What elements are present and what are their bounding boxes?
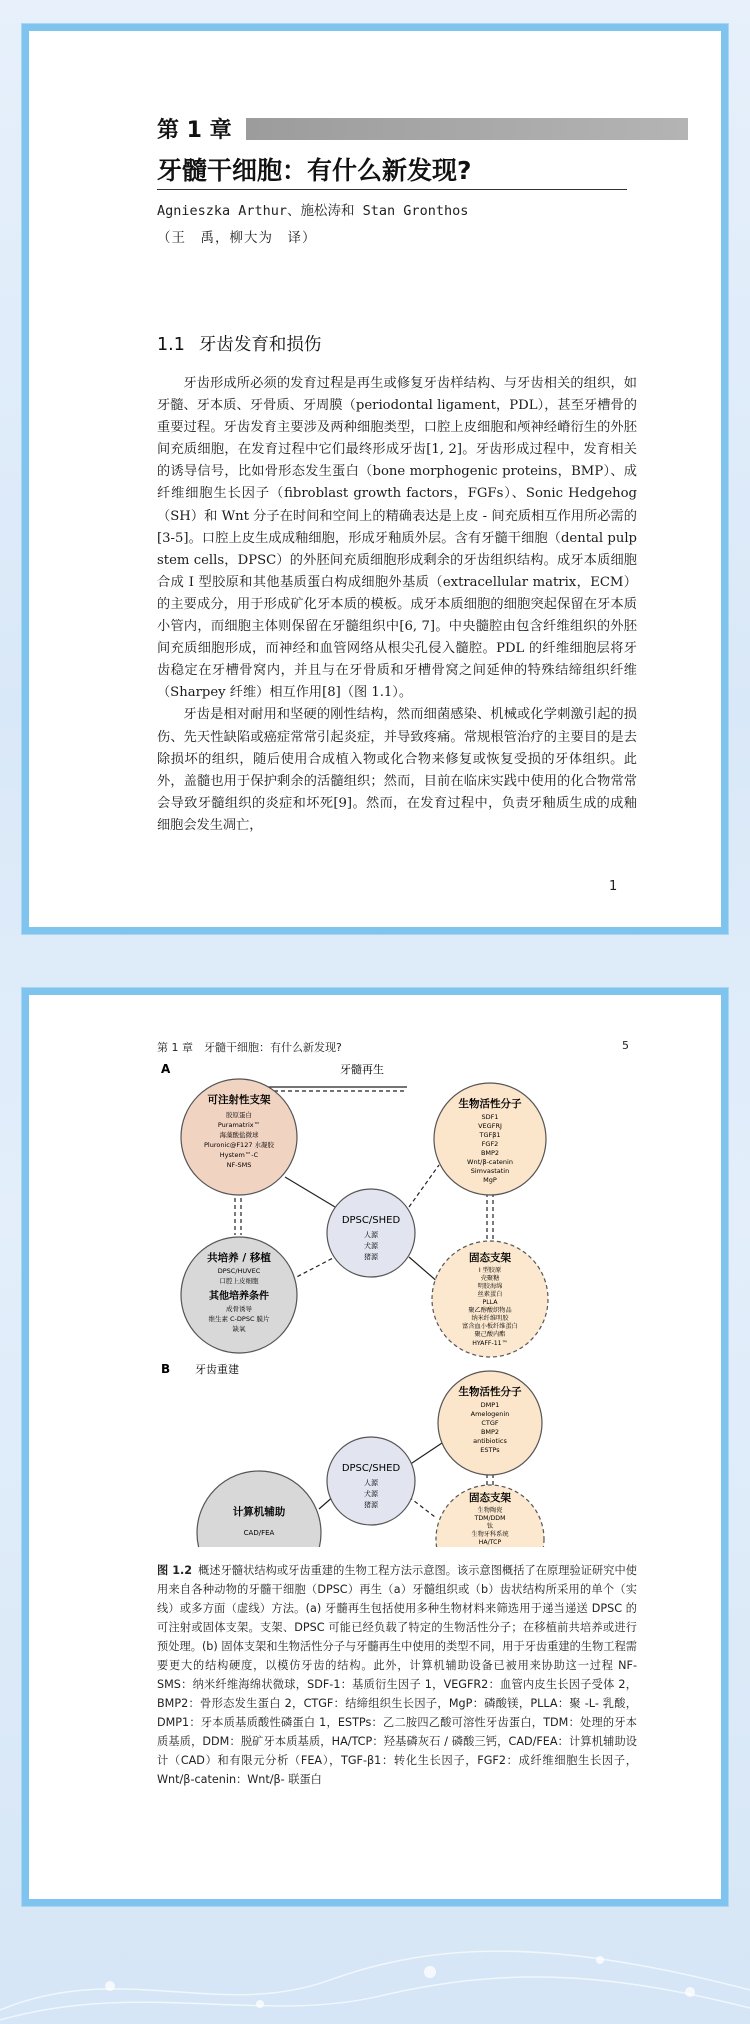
svg-text:生物陶瓷: 生物陶瓷 — [477, 1507, 503, 1514]
svg-text:人源: 人源 — [364, 1479, 378, 1487]
caption-label: 图 1.2 — [157, 1564, 193, 1577]
svg-text:CTGF: CTGF — [481, 1419, 499, 1427]
svg-text:犬源: 犬源 — [364, 1490, 378, 1498]
running-header — [157, 1039, 629, 1055]
chapter-label: 第 1 章 — [157, 118, 232, 143]
svg-text:Simvastatin: Simvastatin — [470, 1167, 510, 1175]
solid-title: 固态支架 — [469, 1252, 511, 1264]
translators: （王 禹，柳大为 译） — [157, 230, 317, 246]
svg-text:VEGFRJ: VEGFRJ — [478, 1122, 502, 1130]
other-conditions-title: 其他培养条件 — [209, 1291, 269, 1302]
svg-text:人源: 人源 — [364, 1231, 378, 1239]
b-bioactive-title: 生物活性分子 — [458, 1386, 522, 1398]
svg-text:DMP1: DMP1 — [480, 1401, 500, 1409]
page-number: 5 — [622, 1039, 629, 1052]
svg-text:成骨诱导: 成骨诱导 — [226, 1305, 252, 1313]
svg-text:TGFβ1: TGFβ1 — [479, 1131, 501, 1139]
running-head-title: 第 1 章 牙髓干细胞：有什么新发现? — [157, 1041, 342, 1054]
paragraph: 牙齿形成所必须的发育过程是再生或修复牙齿样结构、与牙齿相关的组织，如牙髓、牙本质、牙骨质、牙周膜（periodontal ligament，PDL），甚至牙槽骨的重要过程。牙齿发育主要涉及两种细胞类型，口腔上皮细胞和颅神经嵴衍生的外胚间充质细胞，在发育过程中它们最终形成牙齿[1, 2]。牙齿形成过程中，发育相关的诱导信号，比如骨形态发生蛋白（bone morphogenic proteins，BMP）、成纤维细胞生长因子（fibroblast growth factors，FGFs）、Sonic Hedgehog（SH）和 Wnt 分子在时间和空间上的精确表达是上皮 - 间充质相互作用所必需的[3-5]。口腔上皮生成成釉细胞，形成牙釉质外层。含有牙髓干细胞（dental pulp stem cells，DPSC）的外胚间充质细胞形成剩余的牙齿组织结构。成牙本质细胞合成 I 型胶原和其他基质蛋白构成细胞外基质（extracellular matrix，ECM）的主要成分，用于形成矿化牙本质的模板。成牙本质细胞的细胞突起保留在牙本质小管内，而细胞主体则保留在牙髓组织中[6, 7]。中央髓腔由包含纤维组织的外胚间充质细胞形成，而神经和血管网络从根尖孔侵入髓腔。PDL 的纤维细胞层将牙齿稳定在牙槽骨窝内，并且与在牙骨质和牙槽骨窝之间延伸的特殊结缔组织纤维（Sharpey 纤维）相互作用[8]（图 1.1）。 — [157, 376, 637, 701]
dpsc-list — [364, 1230, 379, 1261]
svg-text:纳米纤维明胶: 纳米纤维明胶 — [471, 1315, 509, 1322]
authors: Agnieszka Arthur、施松涛和 Stan Gronthos — [157, 203, 469, 219]
svg-text:Hystem™-C: Hystem™-C — [219, 1151, 259, 1159]
svg-text:胶原蛋白: 胶原蛋白 — [226, 1111, 252, 1119]
svg-text:SDF1: SDF1 — [481, 1113, 499, 1121]
svg-text:Wnt/β-catenin: Wnt/β-catenin — [467, 1158, 513, 1166]
molecule-decoration — [0, 1900, 750, 2024]
svg-text:聚乙醇酸织物品: 聚乙醇酸织物品 — [468, 1307, 512, 1314]
svg-text:生物牙科系统: 生物牙科系统 — [471, 1531, 509, 1538]
svg-text:NF-SMS: NF-SMS — [226, 1161, 252, 1169]
section-heading — [157, 331, 321, 356]
book-page-2 — [22, 988, 728, 1906]
chapter-title: 牙髓干细胞：有什么新发现? — [157, 156, 472, 185]
svg-text:壳聚糖: 壳聚糖 — [480, 1275, 500, 1282]
svg-text:聚己酸内酯: 聚己酸内酯 — [474, 1331, 506, 1338]
b-solid-title: 固态支架 — [469, 1492, 511, 1504]
svg-text:HYAFF-11™: HYAFF-11™ — [472, 1340, 508, 1347]
svg-text:Pluronic@F127 水凝胶: Pluronic@F127 水凝胶 — [203, 1141, 275, 1149]
b-dpsc-title: DPSC/SHED — [341, 1463, 401, 1474]
svg-text:CAD/FEA: CAD/FEA — [243, 1529, 275, 1537]
svg-text:antibiotics: antibiotics — [473, 1437, 507, 1445]
figure-caption — [157, 1561, 637, 1789]
title-divider — [157, 189, 627, 190]
injectable-title: 可注射性支架 — [207, 1094, 271, 1106]
section-number: 1.1 — [157, 335, 185, 355]
chapter-header — [157, 113, 688, 144]
svg-text:猪源: 猪源 — [364, 1253, 378, 1261]
book-page-1 — [22, 24, 728, 934]
svg-text:BMP2: BMP2 — [480, 1149, 500, 1157]
chapter-bar — [246, 118, 688, 140]
svg-text:Amelogenin: Amelogenin — [470, 1410, 510, 1418]
svg-text:ESTPs: ESTPs — [480, 1446, 500, 1454]
svg-text:HA/TCP: HA/TCP — [478, 1539, 502, 1546]
svg-text:TDM/DDM: TDM/DDM — [474, 1515, 506, 1522]
svg-text:口腔上皮细胞: 口腔上皮细胞 — [219, 1277, 259, 1285]
svg-text:海藻酸盐微球: 海藻酸盐微球 — [219, 1131, 259, 1139]
svg-text:BMP2: BMP2 — [480, 1428, 500, 1436]
svg-text:丝素蛋白: 丝素蛋白 — [477, 1291, 503, 1298]
svg-text:Puramatrix™: Puramatrix™ — [217, 1121, 261, 1129]
bioactive-title: 生物活性分子 — [458, 1098, 522, 1110]
svg-text:猪源: 猪源 — [364, 1501, 378, 1509]
figure-1-2 — [157, 1057, 637, 1547]
svg-text:FGF2: FGF2 — [481, 1140, 499, 1148]
section-title: 牙齿发育和损伤 — [198, 335, 322, 355]
svg-text:维生素 C-DPSC 膜片: 维生素 C-DPSC 膜片 — [208, 1315, 270, 1323]
svg-text:缺氧: 缺氧 — [232, 1325, 246, 1333]
page-number: 1 — [609, 879, 618, 894]
svg-text:犬源: 犬源 — [364, 1242, 378, 1250]
svg-text:富含血小板纤维蛋白: 富含血小板纤维蛋白 — [462, 1323, 518, 1330]
panel-b-title: 牙齿重建 — [195, 1363, 239, 1376]
panel-a-label: A — [161, 1062, 171, 1076]
svg-text:DPSC/HUVEC: DPSC/HUVEC — [217, 1267, 261, 1275]
panel-a-title: 牙髓再生 — [340, 1063, 384, 1076]
panel-b-label: B — [161, 1362, 171, 1376]
coculture-title: 共培养 / 移植 — [207, 1252, 271, 1264]
body-text — [157, 373, 637, 837]
svg-text:PLLA: PLLA — [482, 1299, 498, 1306]
cad-title: 计算机辅助 — [232, 1506, 286, 1518]
dpsc-title: DPSC/SHED — [341, 1215, 401, 1226]
svg-text:MgP: MgP — [483, 1176, 497, 1184]
caption-text: 概述牙髓状结构或牙齿重建的生物工程方法示意图。该示意图概括了在原理验证研究中使用来自各种动物的牙髓干细胞（DPSC）再生（a）牙髓组织或（b）齿状结构所采用的单个（实线）或多方面（虚线）方法。(a) 牙髓再生包括使用多种生物材料来筛选用于递当递送 DPSC 的可注射或固体支架。支架、DPSC 可能已经负载了特定的生物活性分子；在移植前共培养或进行预处理。(b) 固体支架和生物活性分子与牙髓再生中使用的类型不同，用于牙齿重建的生物工程需要更大的结构硬度，以模仿牙齿的结构。此外，计算机辅助设备已被用来协助这一过程 NF-SMS：纳米纤维海绵状微球，SDF-1：基质衍生因子 1，VEGFR2：血管内皮生长因子受体 2，BMP2：骨形态发生蛋白 2，CTGF：结缔组织生长因子，MgP：磷酸镁，PLLA：聚 -L- 乳酸，DMP1：牙本质基质酸性磷蛋白 1，ESTPs：乙二胺四乙酸可溶性牙齿蛋白，TDM：处理的牙本质基质，DDM：脱矿牙本质基质，HA/TCP：羟基磷灰石 / 磷酸三钙，CAD/FEA：计算机辅助设计（CAD）和有限元分析（FEA），TGF-β1：转化生长因子，FGF2：成纤维细胞生长因子，Wnt/β-catenin：Wnt/β- 联蛋白 — [157, 1564, 637, 1786]
svg-text:I 型胶原: I 型胶原 — [478, 1267, 502, 1274]
paragraph: 牙齿是相对耐用和坚硬的刚性结构，然而细菌感染、机械或化学刺激引起的损伤、先天性缺陷或癌症常常引起炎症，并导致疼痛。常规根管治疗的主要目的是去除损坏的组织，随后使用合成植入物或化合物来修复或恢复受损的牙体组织。此外，盖髓也用于保护剩余的活髓组织；然而，目前在临床实践中使用的化合物常常会导致牙髓组织的炎症和坏死[9]。然而，在发育过程中，负责牙釉质生成的成釉细胞会发生凋亡， — [157, 707, 637, 833]
svg-text:明胶海绵: 明胶海绵 — [477, 1283, 503, 1290]
svg-text:钛: 钛 — [486, 1523, 494, 1530]
